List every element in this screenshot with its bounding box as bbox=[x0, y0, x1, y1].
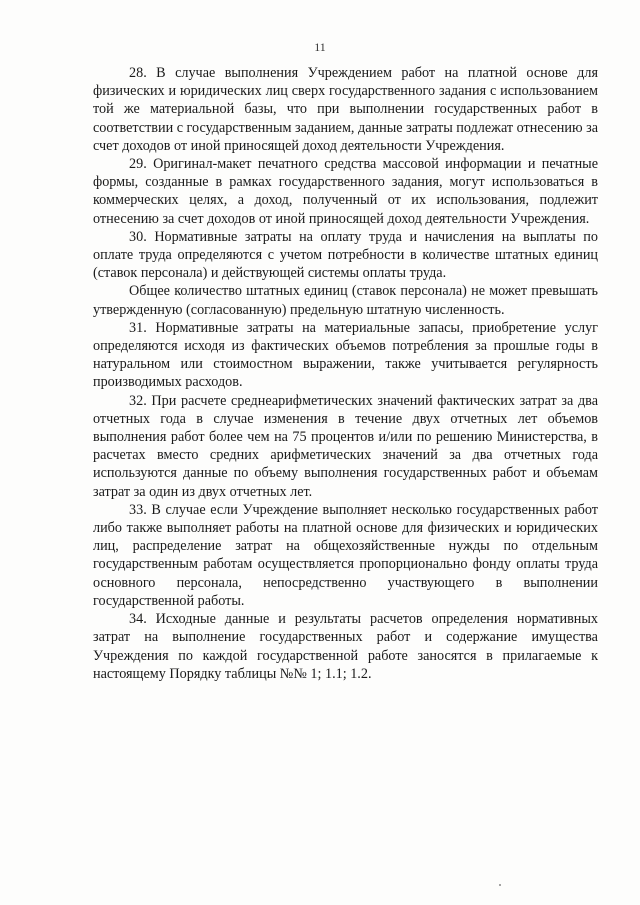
paragraph-31: 31. Нормативные затраты на материальные запасы, приобретение услуг определяются исходя из фактических объемов потребления за прошлые годы в натуральном или стоимостном выражении, также учитывается регулярность производимых расходов. bbox=[93, 319, 598, 391]
page-number: 11 bbox=[314, 40, 326, 54]
paragraph-33: 33. В случае если Учреждение выполняет несколько государственных работ либо также выполняет работы на платной основе для физических и юридических лиц, распределение затрат на общехозяйственные нужды по отдельным государственным работам осуществляется пропорционально фонду оплаты труда основного персонала, непосредственно участвующего в выполнении государственной работы. bbox=[93, 501, 598, 609]
paragraph-29: 29. Оригинал-макет печатного средства массовой информации и печатные формы, созданные в рамках государственного задания, могут использоваться в коммерческих целях, а доход, полученный от их использования, подлежит отнесению за счет доходов от иной приносящей доход деятельности Учреждения. bbox=[93, 156, 598, 227]
paragraph-28: 28. В случае выполнения Учреждением работ на платной основе для физических и юридических лиц сверх государственного задания с использованием той же материальной базы, что при выполнении государственных работ в соответствии с государственным заданием, данные затраты подлежат отнесению за счет доходов от иной приносящей доход деятельности Учреждения. bbox=[93, 65, 598, 154]
document-body bbox=[93, 64, 598, 683]
scan-speck bbox=[499, 884, 501, 886]
paragraph-30-staff-limit: Общее количество штатных единиц (ставок персонала) не может превышать утвержденную (согласованную) предельную штатную численность. bbox=[93, 283, 598, 318]
paragraph-34: 34. Исходные данные и результаты расчетов определения нормативных затрат на выполнение государственных работ и содержание имущества Учреждения по каждой государственной работе заносятся в прилагаемые к настоящему Порядку таблицы №№ 1; 1.1; 1.2. bbox=[93, 611, 598, 682]
paragraph-32: 32. При расчете среднеарифметических значений фактических затрат за два отчетных года в случае изменения в течение двух отчетных лет объемов выполнения работ более чем на 75 процентов и/или по решению Министерства, в расчетах вместо средних арифметических значений за два отчетных года используются данные по объему выполнения государственных работ и объемам затрат за один из двух отчетных лет. bbox=[93, 392, 598, 500]
paragraph-30: 30. Нормативные затраты на оплату труда и начисления на выплаты по оплате труда определяются с учетом потребности в количестве штатных единиц (ставок персонала) и действующей системы оплаты труда. bbox=[93, 228, 598, 282]
